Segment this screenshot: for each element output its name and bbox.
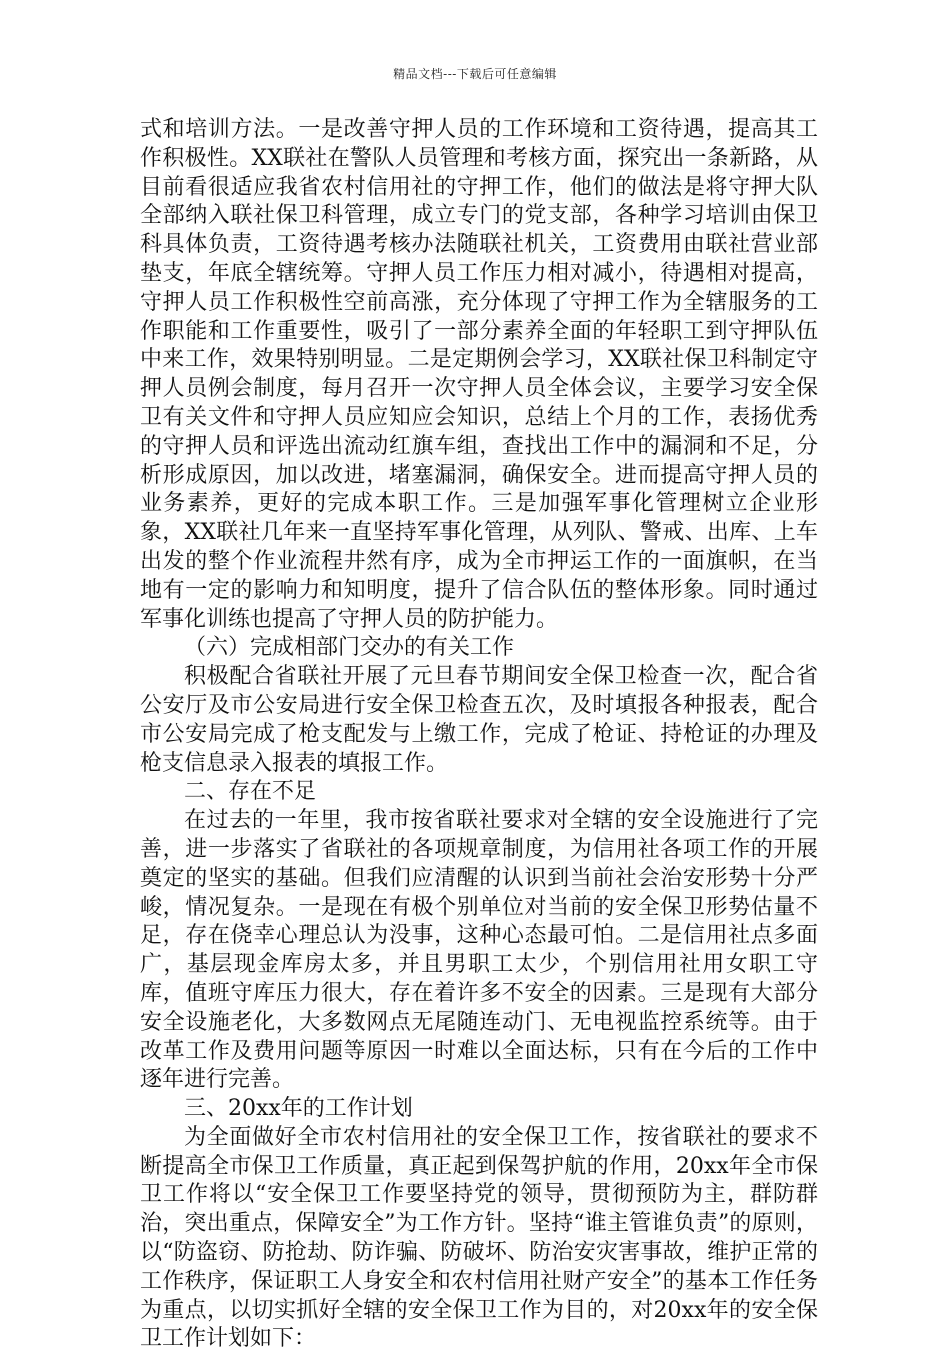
section-heading-6: （六）完成相部门交办的有关工作 — [184, 635, 515, 661]
document-body — [140, 116, 818, 1354]
section-heading-2: 二、存在不足 — [184, 779, 317, 805]
paragraph-continuation: 式和培训方法。一是改善守押人员的工作环境和工资待遇，提高其工作积极性。XX联社在警队人员管理和考核方面，探究出一条新路，从目前看很适应我省农村信用社的守押工作，他们的做法是将守押大队全部纳入联社保卫科管理，成立专门的党支部，各种学习培训由保卫科具体负责，工资待遇考核办法随联社机关，工资费用由联社营业部垫支，年底全辖统筹。守押人员工作压力相对减小，待遇相对提高，守押人员工作积极性空前高涨，充分体现了守押工作为全辖服务的工作职能和工作重要性，吸引了一部分素养全面的年轻职工到守押队伍中来工作，效果特别明显。二是定期例会学习，XX联社保卫科制定守押人员例会制度，每月召开一次守押人员全体会议，主要学习安全保卫有关文件和守押人员应知应会知识，总结上个月的工作，表扬优秀的守押人员和评选出流动红旗车组，查找出工作中的漏洞和不足，分析形成原因，加以改进，堵塞漏洞，确保安全。进而提高守押人员的业务素养，更好的完成本职工作。三是加强军事化管理树立企业形象，XX联社几年来一直坚持军事化管理，从列队、警戒、出库、上车出发的整个作业流程井然有序，成为全市押运工作的一面旗帜，在当地有一定的影响力和知明度，提升了信合队伍的整体形象。同时通过军事化训练也提高了守押人员的防护能力。 — [140, 117, 818, 632]
page-header: 精品文档---下载后可任意编辑 — [393, 67, 557, 81]
paragraph: 积极配合省联社开展了元旦春节期间安全保卫检查一次，配合省公安厅及市公安局进行安全保卫检查五次，及时填报各种报表，配合市公安局完成了枪支配发与上缴工作，完成了枪证、持枪证的办理及枪支信息录入报表的填报工作。 — [140, 664, 818, 776]
section-heading-3: 三、20xx年的工作计划 — [184, 1096, 413, 1122]
paragraph: 在过去的一年里，我市按省联社要求对全辖的安全设施进行了完善，进一步落实了省联社的各项规章制度，为信用社各项工作的开展奠定的坚实的基础。但我们应清醒的认识到当前社会治安形势十分严峻，情况复杂。一是现在有极个别单位对当前的安全保卫形势估量不足，存在侥幸心理总认为没事，这种心态最可怕。二是信用社点多面广，基层现金库房太多，并且男职工太少，个别信用社用女职工守库，值班守库压力很大，存在着许多不安全的因素。三是现有大部分安全设施老化，大多数网点无尾随连动门、无电视监控系统等。由于改革工作及费用问题等原因一时难以全面达标，只有在今后的工作中逐年进行完善。 — [140, 808, 818, 1093]
paragraph: 为全面做好全市农村信用社的安全保卫工作，按省联社的要求不断提高全市保卫工作质量，真正起到保驾护航的作用，20xx年全市保卫工作将以“安全保卫工作要坚持党的领导，贯彻预防为主，群防群治，突出重点，保障安全”为工作方针。坚持“谁主管谁负责”的原则，以“防盗窃、防抢劫、防诈骗、防破坏、防治安灾害事故，维护正常的工作秩序，保证职工人身安全和农村信用社财产安全”的基本工作任务为重点，以切实抓好全辖的安全保卫工作为目的，对20xx年的安全保卫工作计划如下： — [140, 1124, 818, 1352]
